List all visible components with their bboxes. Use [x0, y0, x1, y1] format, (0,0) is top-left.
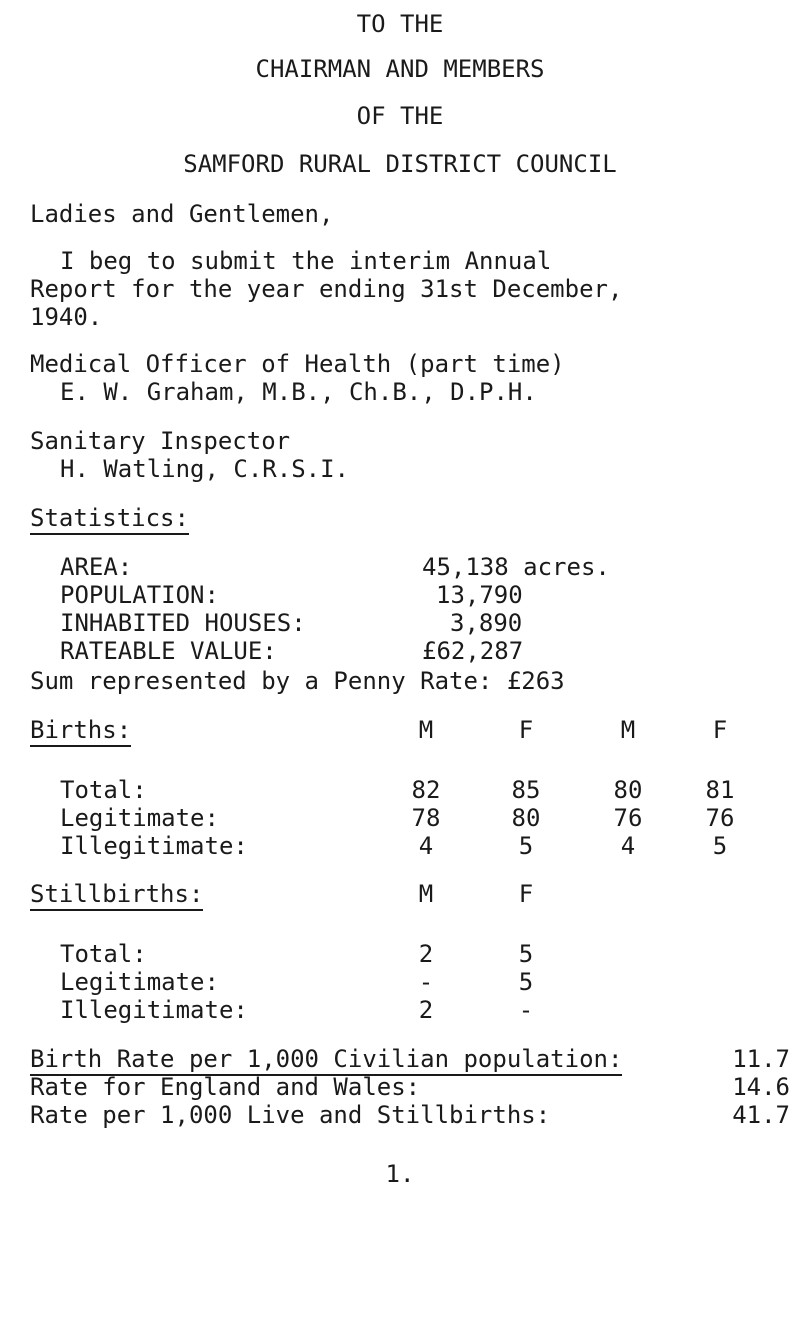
stat-label-area: AREA: — [60, 553, 133, 581]
stat-value-houses: 3,890 — [450, 609, 523, 637]
births-cell: 85 — [511, 776, 541, 804]
births-col-m1: M — [418, 716, 434, 744]
births-cell: 76 — [613, 804, 643, 832]
header-of-the: OF THE — [356, 102, 444, 130]
intro-line-1: I beg to submit the interim Annual — [60, 247, 552, 275]
stillbirths-cell: 5 — [518, 968, 534, 996]
statistics-heading: Statistics: — [30, 504, 189, 535]
intro-line-3: 1940. — [30, 303, 103, 331]
births-row-label: Illegitimate: — [60, 832, 248, 860]
stat-label-rateable: RATEABLE VALUE: — [60, 637, 277, 665]
rate-value-birth-rate: 11.7 — [732, 1045, 790, 1073]
stillbirths-row-label: Illegitimate: — [60, 996, 248, 1024]
births-col-m2: M — [620, 716, 636, 744]
header-to-the: TO THE — [356, 10, 444, 38]
births-cell: 4 — [418, 832, 434, 860]
stillbirths-col-f: F — [518, 880, 534, 908]
stat-value-area: 45,138 acres. — [422, 553, 610, 581]
stillbirths-col-m: M — [418, 880, 434, 908]
stillbirths-cell: 5 — [518, 940, 534, 968]
rate-value-stillbirths: 41.7 — [732, 1101, 790, 1129]
births-cell: 81 — [705, 776, 735, 804]
stat-label-population: POPULATION: — [60, 581, 219, 609]
si-name: H. Watling, C.R.S.I. — [60, 455, 349, 483]
penny-rate: Sum represented by a Penny Rate: £263 — [30, 667, 565, 695]
header-chairman-members: CHAIRMAN AND MEMBERS — [255, 55, 545, 83]
stillbirths-cell: 2 — [418, 940, 434, 968]
births-cell: 80 — [511, 804, 541, 832]
header-council-name: SAMFORD RURAL DISTRICT COUNCIL — [183, 150, 617, 178]
rate-label-stillbirths: Rate per 1,000 Live and Stillbirths: — [30, 1101, 551, 1129]
moh-name: E. W. Graham, M.B., Ch.B., D.P.H. — [60, 378, 537, 406]
salutation: Ladies and Gentlemen, — [30, 200, 334, 228]
stillbirths-cell: - — [418, 968, 434, 996]
stat-value-population: 13,790 — [436, 581, 523, 609]
rate-label-birth-rate — [30, 1045, 622, 1073]
stillbirths-heading: Stillbirths: — [30, 880, 203, 911]
births-row-label: Legitimate: — [60, 804, 219, 832]
stillbirths-cell: - — [518, 996, 534, 1024]
births-col-f2: F — [712, 716, 728, 744]
stillbirths-row-label: Total: — [60, 940, 147, 968]
si-title: Sanitary Inspector — [30, 427, 291, 455]
births-cell: 5 — [712, 832, 728, 860]
births-cell: 4 — [620, 832, 636, 860]
stillbirths-cell: 2 — [418, 996, 434, 1024]
births-col-f1: F — [518, 716, 534, 744]
rate-label-text: Birth Rate per 1,000 Civilian population: — [30, 1045, 622, 1076]
births-heading: Births: — [30, 716, 131, 747]
moh-title: Medical Officer of Health (part time) — [30, 350, 565, 378]
stat-value-rateable: £62,287 — [422, 637, 524, 665]
rate-label-england-wales: Rate for England and Wales: — [30, 1073, 421, 1101]
stillbirths-row-label: Legitimate: — [60, 968, 219, 996]
births-cell: 80 — [613, 776, 643, 804]
births-cell: 76 — [705, 804, 735, 832]
births-cell: 5 — [518, 832, 534, 860]
births-cell: 78 — [411, 804, 441, 832]
rate-value-england-wales: 14.6 — [732, 1073, 790, 1101]
stat-label-houses: INHABITED HOUSES: — [60, 609, 306, 637]
page-number: 1. — [385, 1160, 415, 1188]
births-row-label: Total: — [60, 776, 147, 804]
births-cell: 82 — [411, 776, 441, 804]
intro-line-2: Report for the year ending 31st December, — [30, 275, 623, 303]
